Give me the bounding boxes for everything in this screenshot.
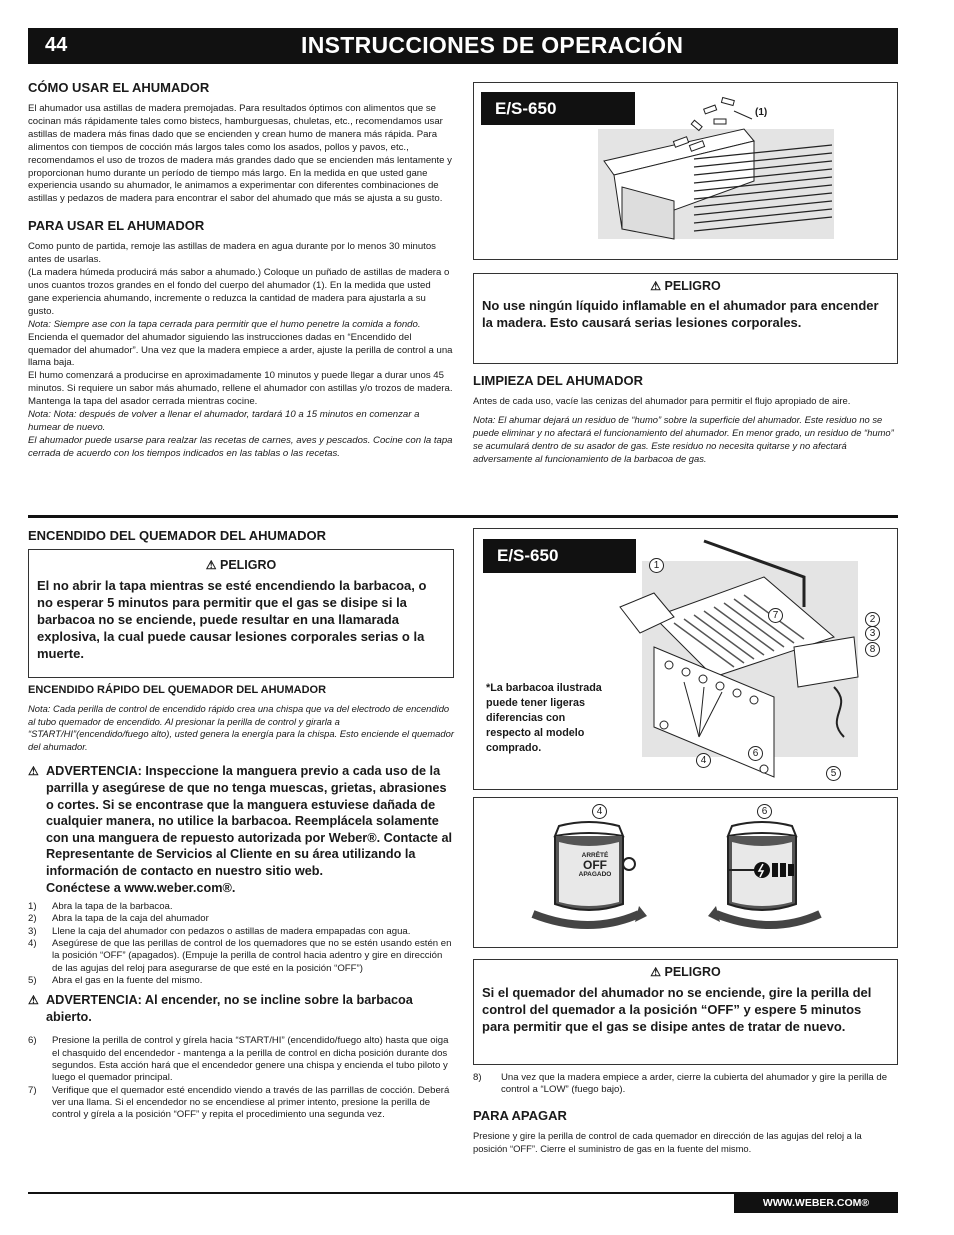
limpieza-section: [473, 373, 898, 466]
callout-4: 4: [696, 753, 711, 768]
warning-lean: [28, 992, 454, 1025]
rapido-note: Nota: Cada perilla de control de encendido rápido crea una chispa que va del electrodo de encendido al tubo quemador de encendido. Al presionar la perilla de control y girarla a “START/HI”(encendido/fuego alto), usted genera la energía para la chispa. Esto enciende el quemador del ahumador.: [28, 703, 454, 752]
warning-triangle-icon: ⚠: [28, 764, 39, 779]
section-divider: [28, 515, 898, 518]
danger-heading: [29, 558, 453, 572]
para-note1: Nota: Siempre ase con la tapa cerrada para permitir que el humo penetre la comida a fondo.: [28, 318, 421, 330]
list-item: 4) Asegúrese de que las perillas de control de los quemadores que no se estén usando estén en la posición “OFF” (apagados). (Empuje la perilla de control hacia adentro y gire en dirección de las agujas del reloj para asegurarse de que esté en la posición “OFF”): [28, 938, 452, 974]
danger-box-lid: [28, 549, 454, 678]
callout-3: 3: [865, 626, 880, 641]
warning-hose-text: ADVERTENCIA: Inspeccione la manguera previo a cada uso de la parrilla y asegúrese de que no tenga muescas, grietas, abrasiones o cortes. Si se encontrase que la manguera estuviese dañada de cualquier manera, no utilice la barbacoa. Reemplácela solamente con una manguera de repuesto autorizada por Weber®. Contacte al Representante de Servicios al Cliente en su área utilizando la información de contacto en nuestro sitio web.: [46, 764, 453, 878]
model-label: E/S-650: [483, 539, 636, 573]
page-title: INSTRUCCIONES DE OPERACIÓN: [301, 32, 684, 58]
para-note2: Nota: Nota: después de volver a llenar el ahumador, tardará 10 a 15 minutos en comenzar a humear de nuevo.: [28, 409, 420, 433]
danger-text: No use ningún líquido inflamable en el ahumador para encender la madera. Esto causará serias lesiones corporales.: [482, 298, 879, 330]
list-item: 5) Abra el gas en la fuente del mismo.: [28, 974, 203, 986]
knob-off-label: ARRÊTÉ OFF APAGADO: [578, 852, 612, 878]
limpieza-note: Nota: El ahumar dejará un residuo de “humo” sobre la superficie del ahumador. Este residuo no se puede eliminar y no afectará el funcionamiento del ahumador. En menor grado, un residuo de “humo” se acumulará dentro de su asador de gas. Este residuo no necesita quitarse y no afectará adversamente al funcionamiento de la barbacoa de gas.: [473, 413, 894, 464]
como-title: CÓMO USAR EL AHUMADOR: [28, 80, 210, 95]
smoker-figure: [473, 82, 898, 260]
rapido-title: ENCENDIDO RÁPIDO DEL QUEMADOR DEL AHUMADOR: [28, 684, 327, 696]
para-note3: El ahumador puede usarse para realzar las recetas de carnes, aves y pescados. Cocine con la tapa cerrada de acuerdo con los tiempos indicados en las tablas o las recetas.: [28, 434, 453, 459]
knob-start-icon: [702, 820, 832, 940]
como-text: El ahumador usa astillas de madera premojadas. Para resultados óptimos con alimentos que se cocinan más rápidamente tales como bistecs, hamburguesas, chuletas, etc., recomendamos usar astillas de madera más finas dado que se encienden y crean humo de manera más rápida. Para alimentos con tiempos de cocción más largos tales como los asados, pollos y pavos, etc., recomendamos el uso de trozos de madera más grandes dado que se encienden más lentamente y proporcionan humo durante un período de tiempo más largo. En la medida en que usted gane experiencia usando su ahumador, le animamos a experimentar con diferentes combinaciones de astillas y pedazos de madera para encontrar el sabor del ahumado que más se ajusta a su gusto.: [28, 103, 452, 205]
encendido-rapido-section: [28, 684, 454, 1121]
apagar-title: PARA APAGAR: [473, 1107, 567, 1123]
model-note: *La barbacoa ilustrada puede tener ligeras diferencias con respecto al modelo comprado.: [486, 682, 602, 754]
list-item: 8) Una vez que la madera empiece a arder, cierre la cubierta del ahumador y gire la perilla de control a “LOW” (fuego bajo).: [473, 1072, 888, 1096]
indicator-circle-icon: [622, 857, 636, 871]
danger-box-relight: [473, 959, 898, 1065]
weber-link[interactable]: Conéctese a www.weber.com®.: [46, 880, 236, 895]
para-p3: Encienda el quemador del ahumador siguiendo las instrucciones dadas en “Encendido del quemador del ahumador”. Una vez que la madera empiece a arder, ajuste la perilla de control a una llama baja.: [28, 331, 453, 369]
limpieza-text: Antes de cada uso, vacíe las cenizas del ahumador para permitir el flujo apropiado de aire.: [473, 395, 851, 406]
warning-hose: [28, 763, 454, 896]
warning-triangle-icon: ⚠: [28, 993, 39, 1008]
callout-1: (1): [755, 107, 768, 118]
para-p4: El humo comenzará a producirse en aproximadamente 10 minutos y puede llegar a durar unos 45 minutos. Si requiere un sabor más ahumado, rellene el ahumador con astillas y/o trozos de madera. Mantenga la tapa del asador cerrada mientras cocine.: [28, 370, 453, 408]
callout-1: 1: [649, 558, 664, 573]
danger-label: PELIGRO: [664, 965, 721, 979]
danger-box-flammable: [473, 273, 898, 364]
steps-list-c: [473, 1072, 898, 1097]
knob-off-icon: [529, 820, 649, 940]
footer-url[interactable]: WWW.WEBER.COM®: [734, 1194, 898, 1213]
model-label: E/S-650: [481, 92, 635, 125]
smoker-illustration: [594, 89, 894, 255]
list-item: 6) Presione la perilla de control y gírela hacia “START/HI” (encendido/fuego alto) hasta que oiga el chasquido del encendedor - mantenga a la perilla de control en dicha posición durante dos segundos. Esta acción hará que el encendedor genere una chispa y encienda el tubo piloto y luego el quemador principal.: [28, 1035, 449, 1084]
encendido-section: [28, 528, 454, 543]
warning-lean-text: ADVERTENCIA: Al encender, no se incline sobre la barbacoa abierto.: [46, 993, 413, 1024]
callout-8: 8: [865, 642, 880, 657]
warning-triangle-icon: ⚠: [650, 965, 661, 979]
danger-heading: [474, 965, 897, 979]
para-usar-text: [28, 241, 454, 460]
callout-6: 6: [748, 746, 763, 761]
danger-label: PELIGRO: [664, 279, 721, 293]
apagar-text: Presione y gire la perilla de control de cada quemador en dirección de las agujas del reloj a la posición “OFF”. Cierre el suministro de gas en la fuente del mismo.: [473, 1129, 862, 1154]
knob-callout-4: 4: [592, 804, 607, 819]
steps-list-b: [28, 1035, 454, 1121]
grill-illustration: [614, 537, 864, 787]
como-usar-section: [28, 80, 454, 461]
knobs-figure: [473, 797, 898, 948]
knob-callout-6: 6: [757, 804, 772, 819]
warning-triangle-icon: ⚠: [650, 279, 661, 293]
steps-list-a: [28, 901, 454, 987]
danger-text: El no abrir la tapa mientras se esté encendiendo la barbacoa, o no esperar 5 minutos para permitir que el gas se disipe si la barbacoa no se enciende, puede resultar en una llamarada explosiva, la cual puede causar lesiones corporales serias o la muerte.: [37, 578, 427, 661]
danger-heading: [474, 279, 897, 293]
page-number: 44: [45, 34, 68, 56]
list-item: 1) Abra la tapa de la barbacoa.: [28, 901, 173, 913]
grill-figure: [473, 528, 898, 790]
limpieza-title: LIMPIEZA DEL AHUMADOR: [473, 373, 643, 388]
danger-text: Si el quemador del ahumador no se enciende, gire la perilla del control del quemador a la posición “OFF” y espere 5 minutos para permitir que el gas se disipe antes de tratar de nuevo.: [482, 985, 872, 1034]
list-item: 7) Verifique que el quemador esté encendido viendo a través de las parrillas de cocción. Deberá ver una llama. Si el encendedor no se encendiese al primer intento, presione la perilla de control y gírela a la posición “OFF” y repita el procedimiento una segunda vez.: [28, 1084, 450, 1121]
callout-2: 2: [865, 612, 880, 627]
danger-label: PELIGRO: [219, 558, 277, 572]
para-usar-title: PARA USAR EL AHUMADOR: [28, 218, 205, 234]
list-item: 2) Abra la tapa de la caja del ahumador: [28, 913, 209, 925]
callout-7: 7: [768, 608, 783, 623]
para-p1: Como punto de partida, remoje las astillas de madera en agua durante por lo menos 30 minutos antes de usarlas.: [28, 241, 436, 266]
callout-5: 5: [826, 766, 841, 781]
page-header: [28, 28, 898, 64]
step-8-section: [473, 1072, 898, 1155]
list-item: 3) Llene la caja del ahumador con pedazos o astillas de madera empapadas con agua.: [28, 925, 411, 937]
encendido-title: ENCENDIDO DEL QUEMADOR DEL AHUMADOR: [28, 528, 327, 543]
para-p2: (La madera húmeda producirá más sabor a ahumado.) Coloque un puñado de astillas de madera o unos cuantos trozos grandes en el fondo del cuerpo del ahumador (1). En la medida que usted gane experiencia ahumando, incremente o reduzca la cantidad de madera para ajustarla a su gusto.: [28, 267, 450, 317]
warning-triangle-icon: ⚠: [205, 558, 217, 572]
